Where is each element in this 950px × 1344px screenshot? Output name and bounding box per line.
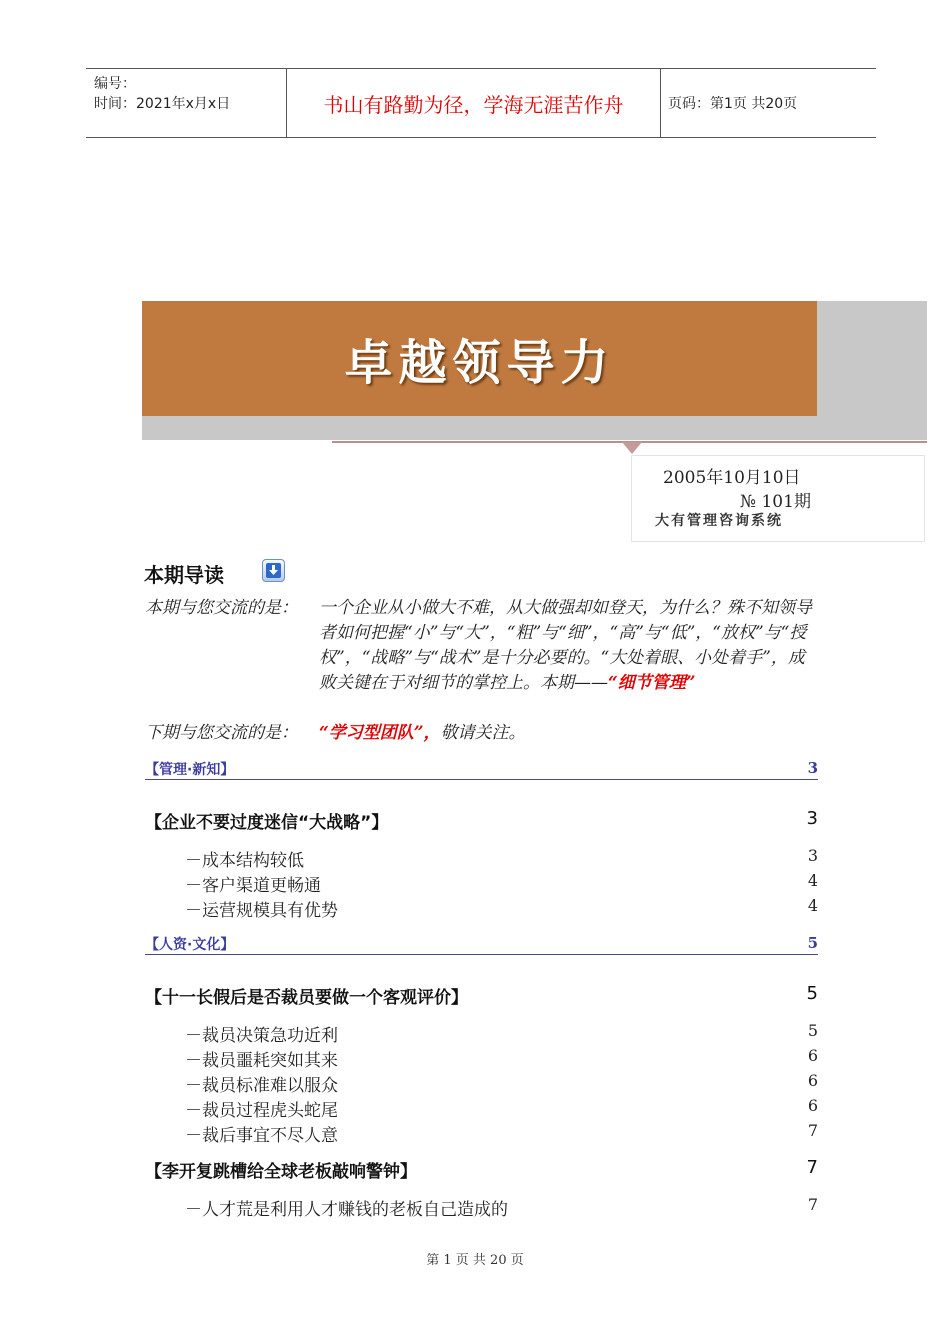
toc-subitem[interactable]	[185, 846, 818, 871]
banner-title: 卓越领导力	[344, 335, 615, 391]
toc-section-title: 【人资·文化】	[145, 937, 235, 953]
toc-page-number: 3	[807, 846, 818, 865]
toc-subitem[interactable]	[185, 871, 818, 896]
toc-page-number: 5	[807, 1021, 818, 1040]
toc-subitem-title: －成本结构较低	[185, 851, 304, 871]
toc-page-number: 5	[806, 983, 818, 1004]
issue-date: 2005年10月10日	[663, 468, 801, 488]
toc-page-number: 5	[807, 934, 818, 952]
this-issue-highlight: “细节管理”	[608, 673, 696, 693]
next-issue-text: 敬请关注。	[440, 723, 526, 743]
page-footer: 第 1 页 共 20 页	[426, 1253, 524, 1268]
toc-page-number: 6	[807, 1071, 818, 1090]
toc-subitem-title: －裁员标准难以服众	[185, 1076, 338, 1096]
toc-subitem-title: －裁后事宜不尽人意	[185, 1126, 338, 1146]
toc-page-number: 7	[806, 1157, 818, 1178]
toc-page-number: 7	[807, 1195, 818, 1214]
toc-page-number: 6	[807, 1096, 818, 1115]
code-label: 编号：	[94, 76, 136, 92]
toc-article-title: 【李开复跳槽给全球老板敲响警钟】	[145, 1162, 417, 1182]
toc-page-number: 3	[807, 759, 818, 777]
this-issue-label: 本期与您交流的是：	[145, 598, 298, 618]
toc-article[interactable]	[145, 1157, 818, 1182]
toc-subitem-title: －运营规模具有优势	[185, 901, 338, 921]
toc-article-title: 【企业不要过度迷信“大战略”】	[145, 813, 389, 833]
this-issue-body	[319, 596, 819, 696]
toc-subitem[interactable]	[185, 1046, 818, 1071]
toc-subitem-title: －裁员过程虎头蛇尾	[185, 1101, 338, 1121]
next-issue-label: 下期与您交流的是：	[145, 723, 298, 743]
header-meta	[86, 69, 286, 137]
document-header	[86, 68, 876, 138]
next-issue-body	[319, 721, 819, 746]
toc-subitem[interactable]	[185, 1195, 818, 1220]
toc-subitem-title: －人才荒是利用人才赚钱的老板自己造成的	[185, 1200, 508, 1220]
toc-subitem[interactable]	[185, 1096, 818, 1121]
time-label: 时间：2021年x月x日	[94, 96, 231, 112]
toc-subitem[interactable]	[185, 1121, 818, 1146]
toc-article-title: 【十一长假后是否裁员要做一个客观评价】	[145, 988, 468, 1008]
toc-subitem[interactable]	[185, 1021, 818, 1046]
toc-page-number: 4	[807, 896, 818, 915]
toc-section-hr-culture[interactable]	[145, 932, 818, 955]
toc-page-number: 7	[807, 1121, 818, 1140]
toc-subitem-title: －裁员决策急功近利	[185, 1026, 338, 1046]
issue-organization: 大有管理咨询系统	[655, 513, 783, 529]
toc-subitem[interactable]	[185, 1071, 818, 1096]
download-arrow-icon[interactable]	[262, 559, 285, 582]
toc-article[interactable]	[145, 983, 818, 1008]
toc-subitem[interactable]	[185, 896, 818, 921]
toc-subitem-title: －客户渠道更畅通	[185, 876, 321, 896]
next-issue-highlight: “学习型团队”，	[319, 723, 441, 743]
toc-subitem-title: －裁员噩耗突如其来	[185, 1051, 338, 1071]
issue-number: № 101期	[740, 492, 811, 512]
header-page-info: 页码：第1页 共20页	[668, 96, 798, 112]
toc-section-title: 【管理·新知】	[145, 762, 235, 778]
header-divider	[660, 69, 661, 137]
toc-page-number: 6	[807, 1046, 818, 1065]
caret-down-icon	[622, 442, 642, 454]
toc-page-number: 3	[806, 808, 818, 829]
header-motto: 书山有路勤为径，学海无涯苦作舟	[323, 92, 624, 117]
toc-section-management[interactable]	[145, 757, 818, 780]
toc-page-number: 4	[807, 871, 818, 890]
this-issue-text: 一个企业从小做大不难，从大做强却如登天，为什么？殊不知领导者如何把握“小”与“大”，“粗”与“细”，“高”与“低”，“放权”与“授权”，“战略”与“战术”是十分必要的。“大处着眼、小处着手”，成败关键在于对细节的掌控上。本期——	[319, 598, 812, 693]
guide-heading: 本期导读	[144, 563, 224, 587]
toc-article[interactable]	[145, 808, 818, 833]
